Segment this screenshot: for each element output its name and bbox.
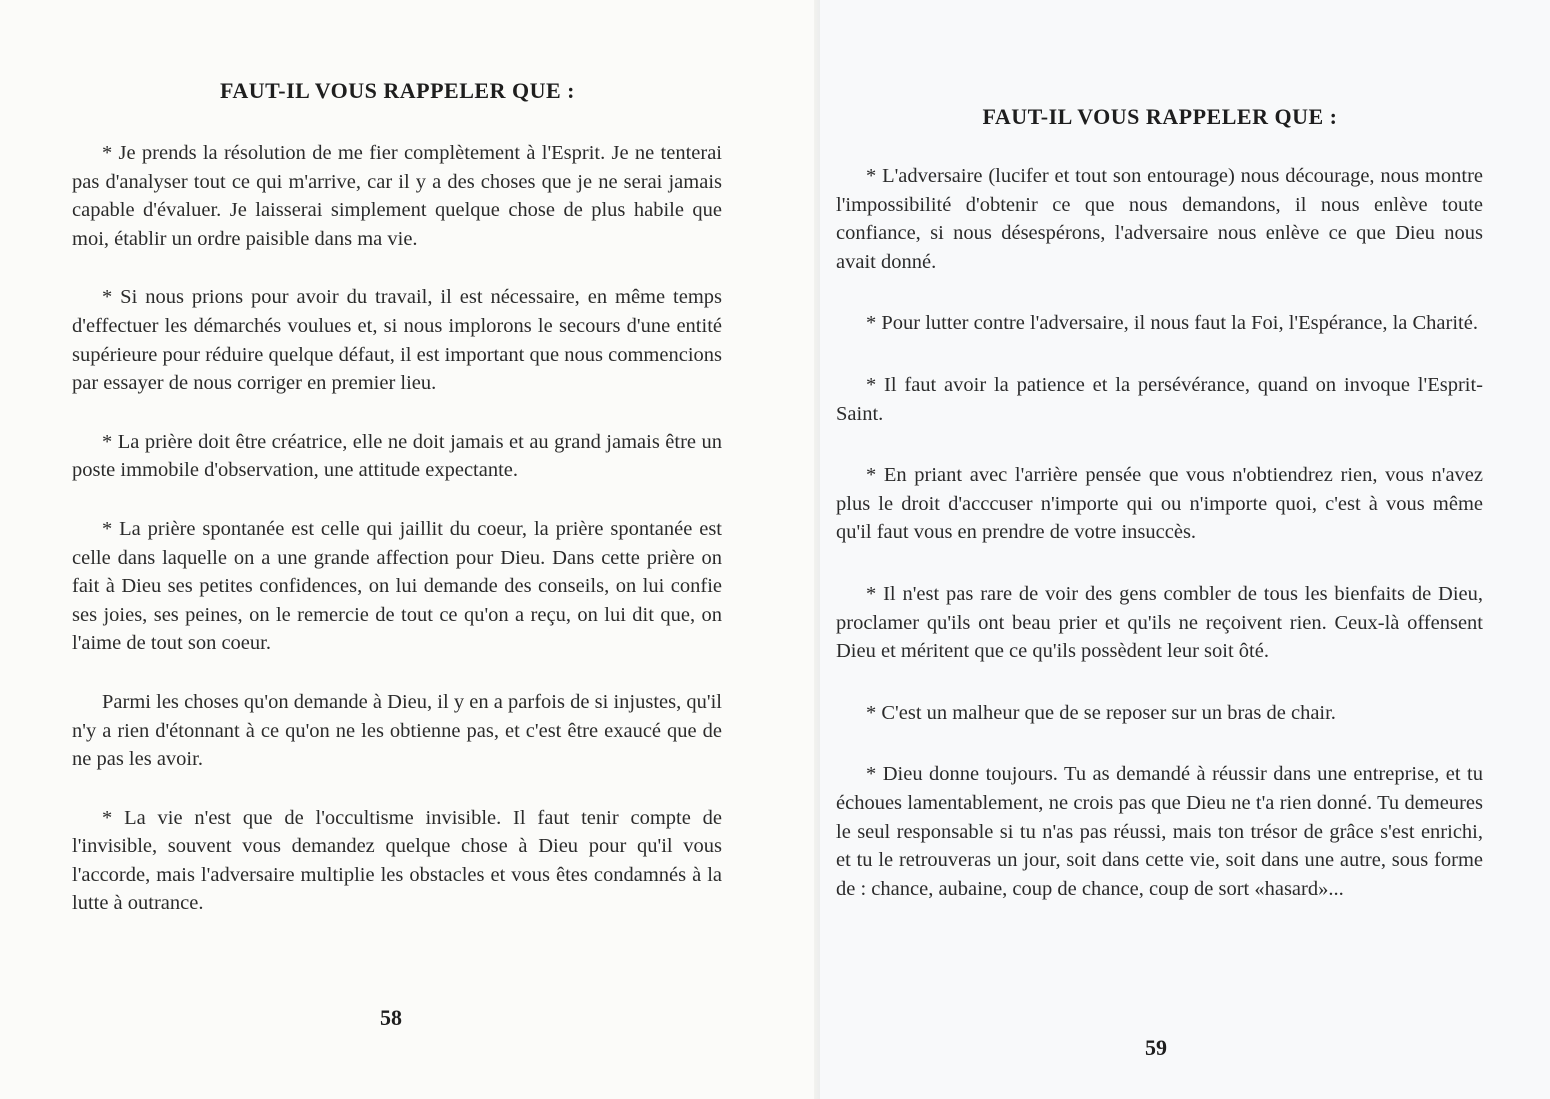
right-page-body xyxy=(836,162,1483,903)
paragraph: * C'est un malheur que de se reposer sur un bras de chair. xyxy=(866,701,1336,724)
right-page xyxy=(820,0,1550,1099)
paragraph: * En priant avec l'arrière pensée que vous n'obtiendrez rien, vous n'avez plus le droit d'acccuser n'importe qui ou n'importe quoi, c'est à vous même qu'il faut vous en prendre de votre insuccès. xyxy=(836,464,1483,544)
left-page-body xyxy=(72,139,722,918)
paragraph: * Pour lutter contre l'adversaire, il nous faut la Foi, l'Espérance, la Charité. xyxy=(866,312,1478,335)
paragraph: * Si nous prions pour avoir du travail, il est nécessaire, en même temps d'effectuer les démarchés voulues et, si nous implorons le secours d'une entité supérieure pour réduire quelque défaut, il est important que nous commencions par essayer de nous corriger en premier lieu. xyxy=(72,286,722,395)
paragraph: * La vie n'est que de l'occultisme invisible. Il faut tenir compte de l'invisible, souvent vous demandez quelque chose à Dieu pour qu'il vous l'accorde, mais l'adversaire multiplie les obstacles et vous êtes condamnés à la lutte à outrance. xyxy=(72,806,722,915)
paragraph: Parmi les choses qu'on demande à Dieu, il y en a parfois de si injustes, qu'il n'y a rien d'étonnant à ce qu'on ne les obtienne pas, et c'est être exaucé que de ne pas les avoir. xyxy=(72,690,722,771)
paragraph: * La prière doit être créatrice, elle ne doit jamais et au grand jamais être un poste immobile d'observation, une attitude expectante. xyxy=(72,430,722,482)
right-page-title: FAUT-IL VOUS RAPPELER QUE : xyxy=(982,104,1338,129)
left-page-number: 58 xyxy=(380,1005,402,1030)
paragraph: * Il n'est pas rare de voir des gens combler de tous les bienfaits de Dieu, proclamer qu'ils ont beau prier et qu'ils ne reçoivent rien. Ceux-là offensent Dieu et méritent que ce qu'ils possèdent leur soit ôté. xyxy=(836,582,1483,663)
paragraph: * La prière spontanée est celle qui jaillit du coeur, la prière spontanée est celle dans laquelle on a une grande affection pour Dieu. Dans cette prière on fait à Dieu ses petites confidences, on lui demande des conseils, on lui confie ses joies, ses peines, on le remercie de tout ce qu'on a reçu, on lui dit que, on l'aime de tout son coeur. xyxy=(72,517,722,655)
left-page-title: FAUT-IL VOUS RAPPELER QUE : xyxy=(220,78,575,103)
right-page-number: 59 xyxy=(1145,1035,1167,1060)
paragraph: * L'adversaire (lucifer et tout son entourage) nous décourage, nous montre l'impossibilité d'obtenir ce que nous demandons, il nous enlève toute confiance, si nous désespérons, l'adversaire nous enlève ce que Dieu nous avait donné. xyxy=(836,165,1483,273)
paragraph: * Il faut avoir la patience et la persévérance, quand on invoque l'Esprit-Saint. xyxy=(836,373,1483,425)
paragraph: * Dieu donne toujours. Tu as demandé à réussir dans une entreprise, et tu échoues lamentablement, ne crois pas que Dieu ne t'a rien donné. Tu demeures le seul responsable si tu n'as pas réussi, mais ton trésor de grâce s'est enrichi, et tu le retrouveras un jour, soit dans cette vie, soit dans une autre, sous forme de : chance, aubaine, coup de chance, coup de sort «hasard»... xyxy=(836,763,1483,900)
paragraph: * Je prends la résolution de me fier complètement à l'Esprit. Je ne tenterai pas d'analyser tout ce qui m'arrive, car il y a des choses que je ne serai jamais capable d'évaluer. Je laisserai simplement quelque chose de plus habile que moi, établir un ordre paisible dans ma vie. xyxy=(72,142,722,250)
